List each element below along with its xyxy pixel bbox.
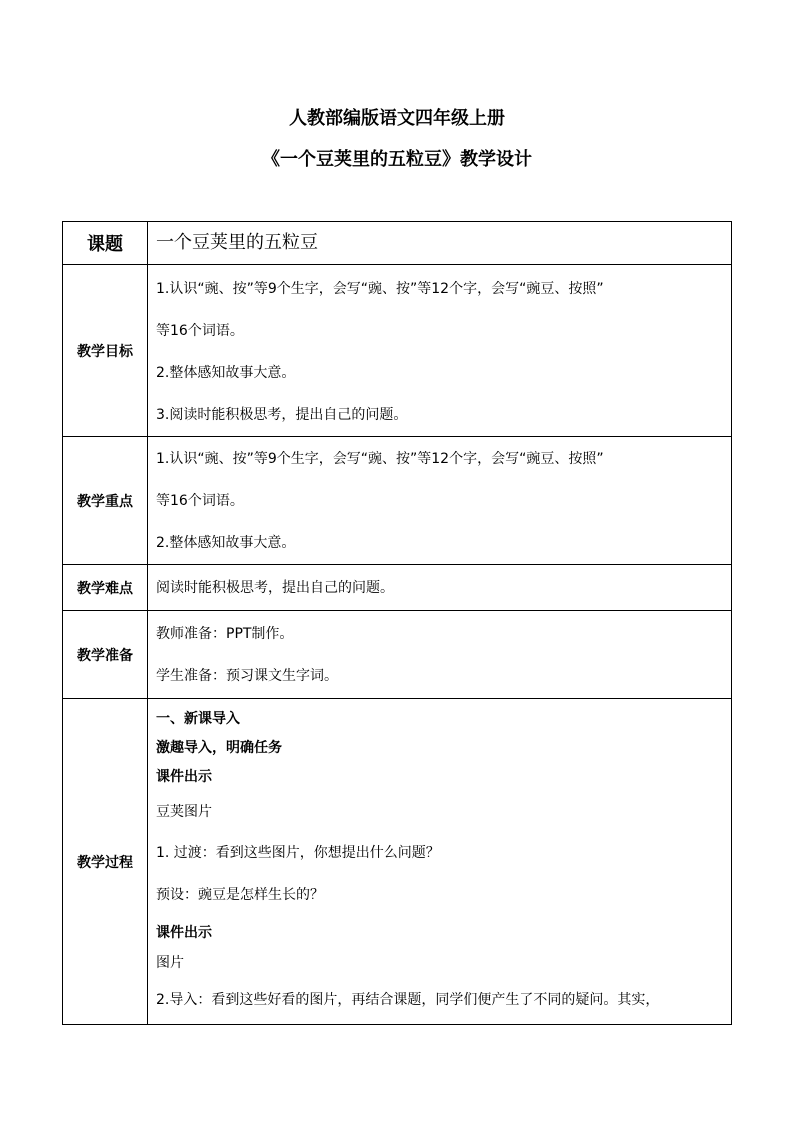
table-row-key-points [63, 437, 732, 565]
content-line: 豆荚图片 [156, 804, 212, 820]
row-content-objectives [148, 265, 732, 437]
row-label-difficulties: 教学难点 [63, 565, 148, 611]
document-title-line1: 人教部编版语文四年级上册 [289, 108, 505, 129]
row-label-key-points: 教学重点 [63, 437, 148, 565]
content-line: 1.认识“豌、按”等9个生字，会写“豌、按”等12个字，会写“豌豆、按照” [156, 281, 604, 297]
content-line: 2.整体感知故事大意。 [156, 365, 296, 381]
row-label-preparation: 教学准备 [63, 611, 148, 699]
content-line: 1. 过渡：看到这些图片，你想提出什么问题？ [156, 845, 440, 861]
section-subheading: 激趣导入，明确任务 [156, 740, 282, 756]
document-title-line2: 《一个豆荚里的五粒豆》教学设计 [262, 149, 532, 170]
content-line: 2.整体感知故事大意。 [156, 535, 296, 551]
content-line: 阅读时能积极思考，提出自己的问题。 [156, 579, 394, 596]
table-row-process [63, 699, 732, 1025]
table-row-topic [63, 222, 732, 265]
row-label-topic: 课题 [63, 222, 148, 265]
courseware-heading: 课件出示 [156, 769, 212, 785]
content-line: 预设：豌豆是怎样生长的？ [156, 887, 324, 903]
content-line: 学生准备：预习课文生字词。 [156, 668, 338, 684]
table-row-difficulties [63, 565, 732, 611]
content-line: 图片 [156, 955, 184, 971]
section-heading: 一、新课导入 [156, 711, 240, 727]
content-line: 等16个词语。 [156, 493, 244, 509]
row-content-key-points [148, 437, 732, 565]
row-label-objectives: 教学目标 [63, 265, 148, 437]
content-line: 1.认识“豌、按”等9个生字，会写“豌、按”等12个字，会写“豌豆、按照” [156, 451, 604, 467]
row-content-topic [148, 222, 732, 265]
row-content-process [148, 699, 732, 1025]
content-line: 等16个词语。 [156, 323, 244, 339]
row-content-preparation [148, 611, 732, 699]
courseware-heading: 课件出示 [156, 925, 212, 941]
content-line: 教师准备：PPT制作。 [156, 626, 294, 642]
content-line: 3.阅读时能积极思考，提出自己的问题。 [156, 407, 408, 423]
row-label-process: 教学过程 [63, 699, 148, 1025]
topic-text: 一个豆荚里的五粒豆 [156, 232, 318, 253]
lesson-plan-table [62, 221, 732, 1025]
table-row-preparation [63, 611, 732, 699]
row-content-difficulties [148, 565, 732, 611]
content-line: 2.导入：看到这些好看的图片，再结合课题，同学们便产生了不同的疑问。其实， [156, 992, 660, 1008]
table-row-objectives [63, 265, 732, 437]
